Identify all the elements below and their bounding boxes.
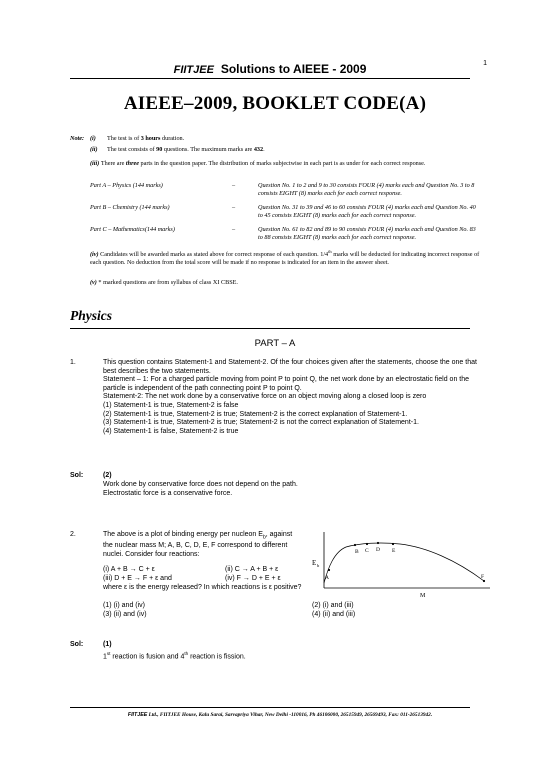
q2-explanation: 1st reaction is fusion and 4th reaction is fission. [103,651,246,661]
q2-option: (4) (ii) and (iii) [312,611,356,618]
section-title-physics: Physics [70,308,112,323]
part-a-dash: – [232,182,236,189]
q1-option: (2) Statement-1 is true, Statement-2 is true; Statement-2 is the correct explanation of Statement-1. [103,410,408,418]
graph-label-b: B [355,549,359,555]
footer-address: Ltd., FIITJEE House, Kalu Sarai, Sarvapriya Vihar, New Delhi -110016, Ph 46106000, 26515949, 26569493, Fax: 011-26513942. [147,712,433,718]
binding-energy-graph [308,528,493,600]
q2-option: (3) (ii) and (iv) [103,611,147,618]
graph-label-e: E [392,548,396,554]
q2-reaction-2: (ii) C → A + B + ε [225,566,279,573]
graph-point-e [392,543,394,545]
q1-option: (1) Statement-1 is true, Statement-2 is false [103,401,239,409]
main-title: AIEEE–2009, BOOKLET CODE(A) [123,93,427,114]
part-a-label: Part A – Physics (144 marks) [90,182,163,189]
part-b-desc: Question No. 31 to 39 and 46 to 60 consists FOUR (4) marks each and Question No. 40 to 45 consists EIGHT (8) marks each for each correct response. [258,204,476,220]
q2-option: (1) (i) and (iv) [103,602,146,609]
note-iii: (iii) There are three parts in the question paper. The distribution of marks subjectwise in each part is as under for each correct response. [90,160,426,167]
note-label: Note: [70,135,85,142]
q2-option: (2) (i) and (iii) [312,602,354,609]
q1-number: 1. [70,359,76,366]
q2-reaction-1: (i) A + B → C + ε [103,566,155,573]
graph-point-c [366,543,368,545]
note-i-num: (i) [90,135,96,142]
part-c-label: Part C – Mathematics(144 marks) [90,226,175,233]
q2-question: where ε is the energy released? In which reactions is ε positive? [103,584,302,591]
page-number: 1 [483,60,487,67]
q1-statement1: Statement – 1: For a charged particle moving from point P to point Q, the net work done by an electrostatic field on the particle is independent of the path connecting point P to point Q. [103,376,470,392]
graph-point-f [483,580,485,582]
q1-answer: (2) [103,472,112,479]
header-title: Solutions to AIEEE - 2009 [220,62,367,76]
note-iv: (iv) Candidates will be awarded marks as stated above for correct response of each question. 1/4th marks will be deducted for indicating incorrect response of each question. No deduction from the total score will be made if no response is indicated for an item in the answer sheet. [90,249,480,267]
graph-point-d [377,542,379,544]
graph-x-label: M [420,593,426,599]
graph-y-sub: b [317,563,320,568]
footer-brand-logo: FIITJEE [127,712,148,718]
q2-answer: (1) [103,641,112,648]
part-title: PART – A [254,338,296,349]
q2-text: The above is a plot of binding energy per nucleon $E_b$, against the nuclear mass M; A, B, C, D, E, F correspond to different nuclei. Consider four reactions: [103,531,293,558]
note-i: The test is of 3 hours duration. [107,135,185,142]
q1-statement2: Statement-2: The net work done by a conservative force on an object moving along a closed loop is zero [103,393,427,401]
q1-explanation: Work done by conservative force does not depend on the path. Electrostatic force is a conservative force. [103,481,298,497]
page-header [70,62,470,76]
section-rule [70,328,470,329]
part-a-desc: Question No. 1 to 2 and 9 to 30 consists FOUR (4) marks each and Question No. 3 to 8 consists EIGHT (8) marks each for each correct response. [258,182,475,198]
note-v: (v) * marked questions are from syllabus of class XI CBSE. [90,279,238,286]
graph-label-d: D [376,547,380,553]
q2-reaction-4: (iv) F → D + E + ε [225,575,281,582]
graph-label-c: C [365,548,369,554]
part-b-dash: – [232,204,236,211]
note-ii-num: (ii) [90,146,98,153]
graph-label-f: F [481,574,485,580]
graph-point-b [354,544,356,546]
graph-label-a: A [325,575,329,581]
page-footer [70,712,490,718]
footer-rule [70,707,470,708]
header-rule [70,78,470,79]
q1-option: (3) Statement-1 is true, Statement-2 is true; Statement-2 is not the correct explanation of Statement-1. [103,419,419,427]
part-c-desc: Question No. 61 to 82 and 89 to 90 consists FOUR (4) marks each and Question No. 83 to 88 consists EIGHT (8) marks each for each correct response. [258,226,476,242]
q1-intro: This question contains Statement-1 and Statement-2. Of the four choices given after the statements, choose the one that best describes the two statements. [103,359,477,375]
q2-number: 2. [70,531,76,538]
note-ii: The test consists of 90 questions. The maximum marks are 432. [107,146,265,153]
q1-sol-label: Sol: [70,472,84,479]
q1-option: (4) Statement-1 is false, Statement-2 is true [103,427,239,435]
graph-curve [324,543,484,583]
q2-sol-label: Sol: [70,641,84,648]
graph-point-a [328,569,330,571]
part-c-dash: – [232,226,236,233]
part-b-label: Part B – Chemistry (144 marks) [90,204,170,211]
q1-body [103,359,483,436]
q2-reaction-3: (iii) D + E → F + ε and [103,575,172,582]
header-brand-logo: FIITJEE [173,64,214,76]
graph-y-label: E [312,559,317,567]
